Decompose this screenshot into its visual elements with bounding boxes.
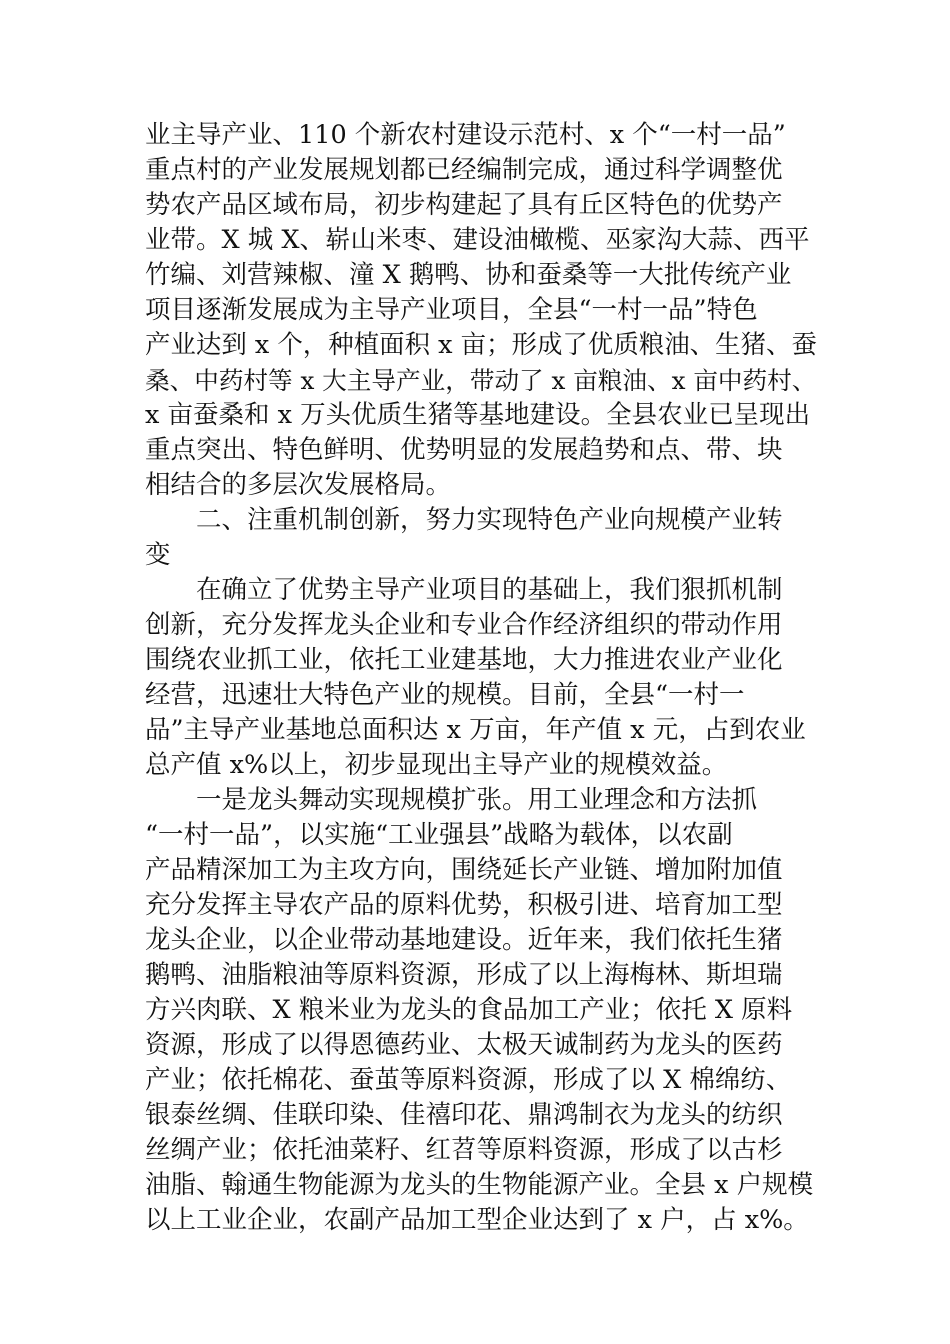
text-line: 竹编、刘营辣椒、潼 X 鹅鸭、协和蚕桑等一大批传统产业: [145, 260, 792, 290]
text-line: 方兴肉联、X 粮米业为龙头的食品加工产业；依托 X 原料: [145, 995, 793, 1025]
text-line: 资源，形成了以得恩德药业、太极天诚制药为龙头的医药: [145, 1030, 783, 1060]
text-line: 总产值 x%以上，初步显现出主导产业的规模效益。: [145, 750, 728, 780]
text-line: 桑、中药村等 x 大主导产业，带动了 x 亩粮油、x 亩中药村、: [145, 366, 817, 395]
text-line: 充分发挥主导农产品的原料优势，积极引进、培育加工型: [145, 890, 783, 920]
text-line: 以上工业企业，农副产品加工型企业达到了 x 户，占 x%。: [145, 1205, 809, 1235]
text-line: 创新，充分发挥龙头企业和专业合作经济组织的带动作用: [145, 610, 783, 640]
text-line: 势农产品区域布局，初步构建起了具有丘区特色的优势产: [145, 190, 783, 220]
text-line: 一是龙头舞动实现规模扩张。用工业理念和方法抓: [145, 785, 758, 815]
text-line: 围绕农业抓工业，依托工业建基地，大力推进农业产业化: [145, 645, 783, 675]
text-line: 油脂、翰通生物能源为龙头的生物能源产业。全县 x 户规模: [145, 1170, 814, 1200]
text-line: 产品精深加工为主攻方向，围绕延长产业链、增加附加值: [145, 855, 783, 885]
text-line: 在确立了优势主导产业项目的基础上，我们狠抓机制: [145, 575, 783, 605]
text-line: 重点村的产业发展规划都已经编制完成，通过科学调整优: [145, 155, 783, 185]
text-line: 鹅鸭、油脂粮油等原料资源，形成了以上海梅林、斯坦瑞: [145, 960, 783, 990]
text-line: 银泰丝绸、佳联印染、佳禧印花、鼎鸿制衣为龙头的纺织: [145, 1100, 783, 1130]
text-line: 龙头企业，以企业带动基地建设。近年来，我们依托生猪: [145, 925, 783, 955]
text-line: 相结合的多层次发展格局。: [145, 470, 452, 500]
text-line: 经营，迅速壮大特色产业的规模。目前，全县“一村一: [145, 680, 745, 710]
text-line: 业带。X 城 X、崭山米枣、建设油橄榄、巫家沟大蒜、西平: [145, 225, 810, 255]
text-line: 丝绸产业；依托油菜籽、红苕等原料资源，形成了以古杉: [145, 1135, 783, 1165]
text-line: 产业；依托棉花、蚕茧等原料资源，形成了以 X 棉绵纺、: [145, 1065, 792, 1095]
text-line: 变: [145, 540, 171, 570]
text-line: 品”主导产业基地总面积达 x 万亩，年产值 x 元，占到农业: [145, 715, 806, 745]
text-line: 业主导产业、110 个新农村建设示范村、x 个“一村一品”: [145, 120, 786, 150]
text-line: 重点突出、特色鲜明、优势明显的发展趋势和点、带、块: [145, 435, 783, 465]
document-body: [145, 118, 815, 1238]
text-line: “一村一品”，以实施“工业强县”战略为载体，以农副: [145, 820, 733, 850]
text-line: 产业达到 x 个，种植面积 x 亩；形成了优质粮油、生猪、蚕: [145, 330, 817, 360]
text-line: x 亩蚕桑和 x 万头优质生猪等基地建设。全县农业已呈现出: [145, 400, 811, 430]
text-line: 二、注重机制创新，努力实现特色产业向规模产业转: [145, 505, 783, 535]
text-line: 项目逐渐发展成为主导产业项目，全县“一村一品”特色: [145, 295, 758, 325]
